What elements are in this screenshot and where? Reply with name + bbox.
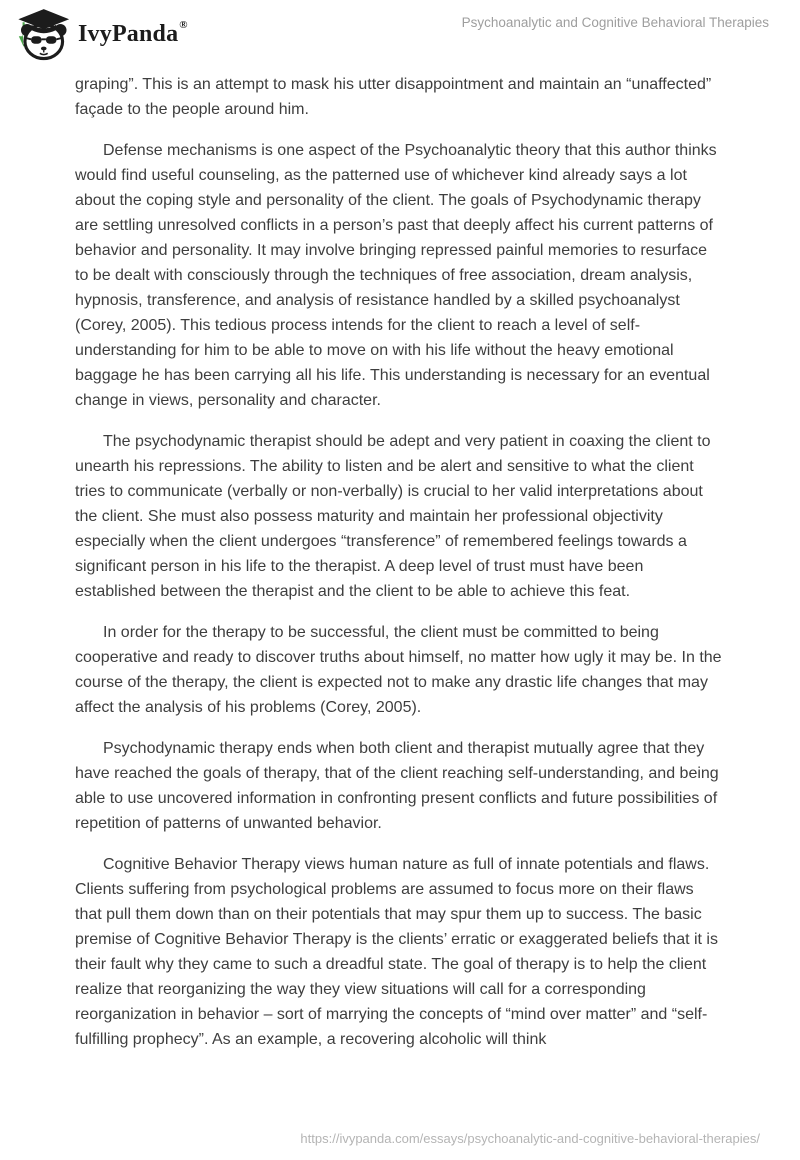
paragraph: Cognitive Behavior Therapy views human nature as full of innate potentials and flaws. Clients suffering from psychological problems are assumed to focus more on their flaws that pull them down than on their potentials that may spur them up to success. The basic premise of Cognitive Behavior Therapy is the clients’ erratic or exaggerated beliefs that it is their fault why they came to such a dreadful state. The goal of therapy is to help the client realize that reorganizing the way they view situations will call for a corresponding reorganization in behavior – sort of marrying the concepts of “mind over matter” and “self-fulfilling prophecy”. As an example, a recovering alcoholic will think — [75, 856, 718, 1048]
paragraph: Psychodynamic therapy ends when both client and therapist mutually agree that they have reached the goals of therapy, that of the client reaching self-understanding, and being able to use uncovered information in confronting present conflicts and future possibilities of repetition of patterns of unwanted behavior. — [75, 740, 719, 832]
essay-content — [75, 72, 723, 1068]
paragraph: graping”. This is an attempt to mask his utter disappointment and maintain an “unaffected” façade to the people around him. — [75, 76, 712, 118]
source-url-link[interactable]: https://ivypanda.com/essays/psychoanalytic-and-cognitive-behavioral-therapies/ — [300, 1131, 760, 1146]
paragraph: Defense mechanisms is one aspect of the Psychoanalytic theory that this author thinks would find useful counseling, as the patterned use of whichever kind already says a lot about the coping style and personality of the client. The goals of Psychodynamic therapy are settling unresolved conflicts in a person’s past that deeply affect his current patterns of behavior and personality. It may involve bringing repressed painful memories to resurface to be dealt with consciously through the techniques of free association, dream analysis, hypnosis, transference, and analysis of resistance handled by a skilled psychoanalyst (Corey, 2005). This tedious process intends for the client to reach a level of self-understanding for him to be able to move on with his life without the heavy emotional baggage he has been carrying all his life. This understanding is necessary for an eventual change in views, personality and character. — [75, 142, 717, 409]
ivypanda-panda-icon — [14, 8, 70, 61]
paragraph: The psychodynamic therapist should be adept and very patient in coaxing the client to unearth his repressions. The ability to listen and be alert and sensitive to what the client tries to communicate (verbally or non-verbally) is crucial to her valid interpretations about the client. She must also possess maturity and maintain her professional objectivity especially when the client undergoes “transference” of remembered feelings towards a significant person in his life to the therapist. A deep level of trust must have been established between the therapist and the client to be able to achieve this feat. — [75, 433, 711, 600]
logo-wordmark: IvyPanda — [78, 21, 179, 47]
registered-mark: ® — [179, 18, 188, 31]
paragraph: In order for the therapy to be successful, the client must be committed to being cooperative and ready to discover truths about himself, no matter how ugly it may be. In the course of the therapy, the client is expected not to make any drastic life changes that may affect the analysis of his problems (Corey, 2005). — [75, 624, 722, 716]
ivypanda-logo[interactable] — [14, 8, 187, 61]
page-header — [0, 0, 800, 68]
document-title: Psychoanalytic and Cognitive Behavioral Therapies — [461, 15, 769, 30]
